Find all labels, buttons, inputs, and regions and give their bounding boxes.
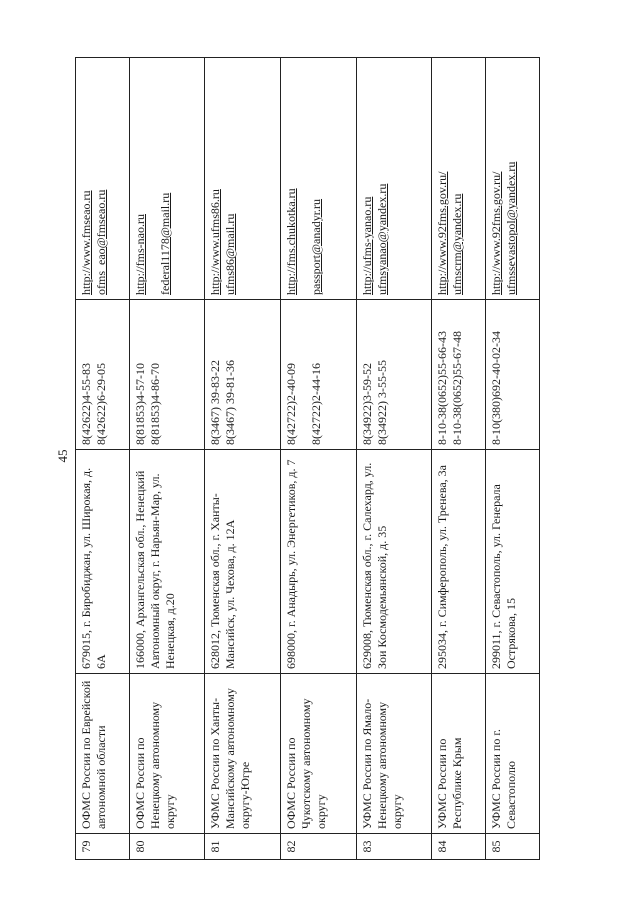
row-number: 82 (281, 834, 357, 860)
office-phones (432, 300, 486, 450)
office-contacts (129, 58, 205, 300)
phone-number: 8(42722)2-44-16 (309, 363, 324, 445)
phone-number: 8-10-38(0652)55-66-43 (435, 331, 450, 445)
table-row (356, 58, 432, 860)
phone-number: 8(42722)2-40-09 (284, 363, 299, 445)
office-name: ОФМС России по Ненецкому автономному округу (129, 674, 205, 834)
office-contacts (486, 58, 540, 300)
website-link[interactable]: http://ufms-yanao.ru (359, 196, 374, 295)
office-address: 679015, г. Биробиджан, ул. Широкая, д. 6А (76, 450, 130, 674)
email-link[interactable]: passport@anadyr.ru (309, 198, 324, 295)
office-name: УФМС России по Республике Крым (432, 674, 486, 834)
phone-number: 8(3467) 39-83-22 (208, 360, 223, 445)
table-row (205, 58, 281, 860)
email-link[interactable]: ufmscrm@yandex.ru (450, 193, 465, 295)
phone-number: 8(34922)3-59-52 (359, 363, 374, 445)
row-number: 81 (205, 834, 281, 860)
email-link[interactable]: ufmssevastopol@yandex.ru (504, 161, 519, 295)
row-number: 79 (76, 834, 130, 860)
row-number: 80 (129, 834, 205, 860)
website-link[interactable]: http://fms-nao.ru (132, 214, 147, 295)
office-contacts (205, 58, 281, 300)
office-name: УФМС России по Ямало-Ненецкому автономному округу (356, 674, 432, 834)
phone-number: 8(81853)4-86-70 (147, 363, 162, 445)
phone-number: 8-10-38(0652)55-67-48 (450, 331, 465, 445)
office-phones (129, 300, 205, 450)
email-link[interactable]: ufms86@mail.ru (223, 213, 238, 295)
email-link[interactable]: ofms_eao@fmseao.ru (94, 189, 108, 295)
table-row (129, 58, 205, 860)
office-contacts (356, 58, 432, 300)
office-address: 166000, Архангельская обл., Ненецкий Автономный округ, г. Нарьян-Мар, ул. Ненецкая, д.20 (129, 450, 205, 674)
office-address: 629008, Тюменская обл., г. Салехард, ул. Зои Космодемьянской, д. 35 (356, 450, 432, 674)
website-link[interactable]: http://www.ufms86.ru (208, 189, 223, 295)
email-link[interactable]: ufmsyanao@yandex.ru (374, 183, 389, 295)
page-number: 45 (55, 449, 70, 463)
email-link[interactable]: federal1178@mail.ru (157, 192, 172, 295)
row-number: 84 (432, 834, 486, 860)
phone-number: 8(42622)4-55-83 (79, 363, 93, 445)
office-phones (281, 300, 357, 450)
phone-number: 8-10(380)692-40-02-34 (489, 331, 504, 445)
phone-number: 8(81853)4-57-10 (132, 363, 147, 445)
fms-offices-table-wrapper (75, 58, 540, 860)
table-row (432, 58, 486, 860)
office-phones (205, 300, 281, 450)
table-row (76, 58, 130, 860)
office-name: ОФМС России по Еврейской автономной области (76, 674, 130, 834)
office-address: 295034, г. Симферополь, ул. Тренева, 3а (432, 450, 486, 674)
phone-number: 8(3467) 39-81-36 (223, 360, 238, 445)
office-name: УФМС России по г. Севастополю (486, 674, 540, 834)
website-link[interactable]: http://www.fmseao.ru (79, 190, 93, 295)
office-address: 628012, Тюменская обл., г. Ханты-Мансийск, ул. Чехова, д. 12А (205, 450, 281, 674)
phone-number: 8(34922) 3-55-55 (374, 360, 389, 445)
row-number: 83 (356, 834, 432, 860)
table-row (281, 58, 357, 860)
office-phones (486, 300, 540, 450)
website-link[interactable]: http://fms.chukotka.ru (284, 188, 299, 295)
website-link[interactable]: http://www.92fms.gov.ru/ (435, 171, 450, 295)
office-address: 299011, г. Севастополь, ул. Генерала Острякова, 15 (486, 450, 540, 674)
office-phones (356, 300, 432, 450)
office-address: 698000, г. Анадырь, ул. Энергетиков, д. 7 (281, 450, 357, 674)
fms-offices-table (75, 57, 540, 860)
table-row (486, 58, 540, 860)
office-contacts (281, 58, 357, 300)
row-number: 85 (486, 834, 540, 860)
office-contacts (76, 58, 130, 300)
phone-number: 8(42622)6-29-05 (94, 363, 108, 445)
office-name: ОФМС России по Чукотскому автономному округу (281, 674, 357, 834)
office-name: УФМС России по Ханты-Мансийскому автономному округу-Югре (205, 674, 281, 834)
office-contacts (432, 58, 486, 300)
office-phones (76, 300, 130, 450)
website-link[interactable]: http://www.92fms.gov.ru/ (489, 171, 504, 295)
